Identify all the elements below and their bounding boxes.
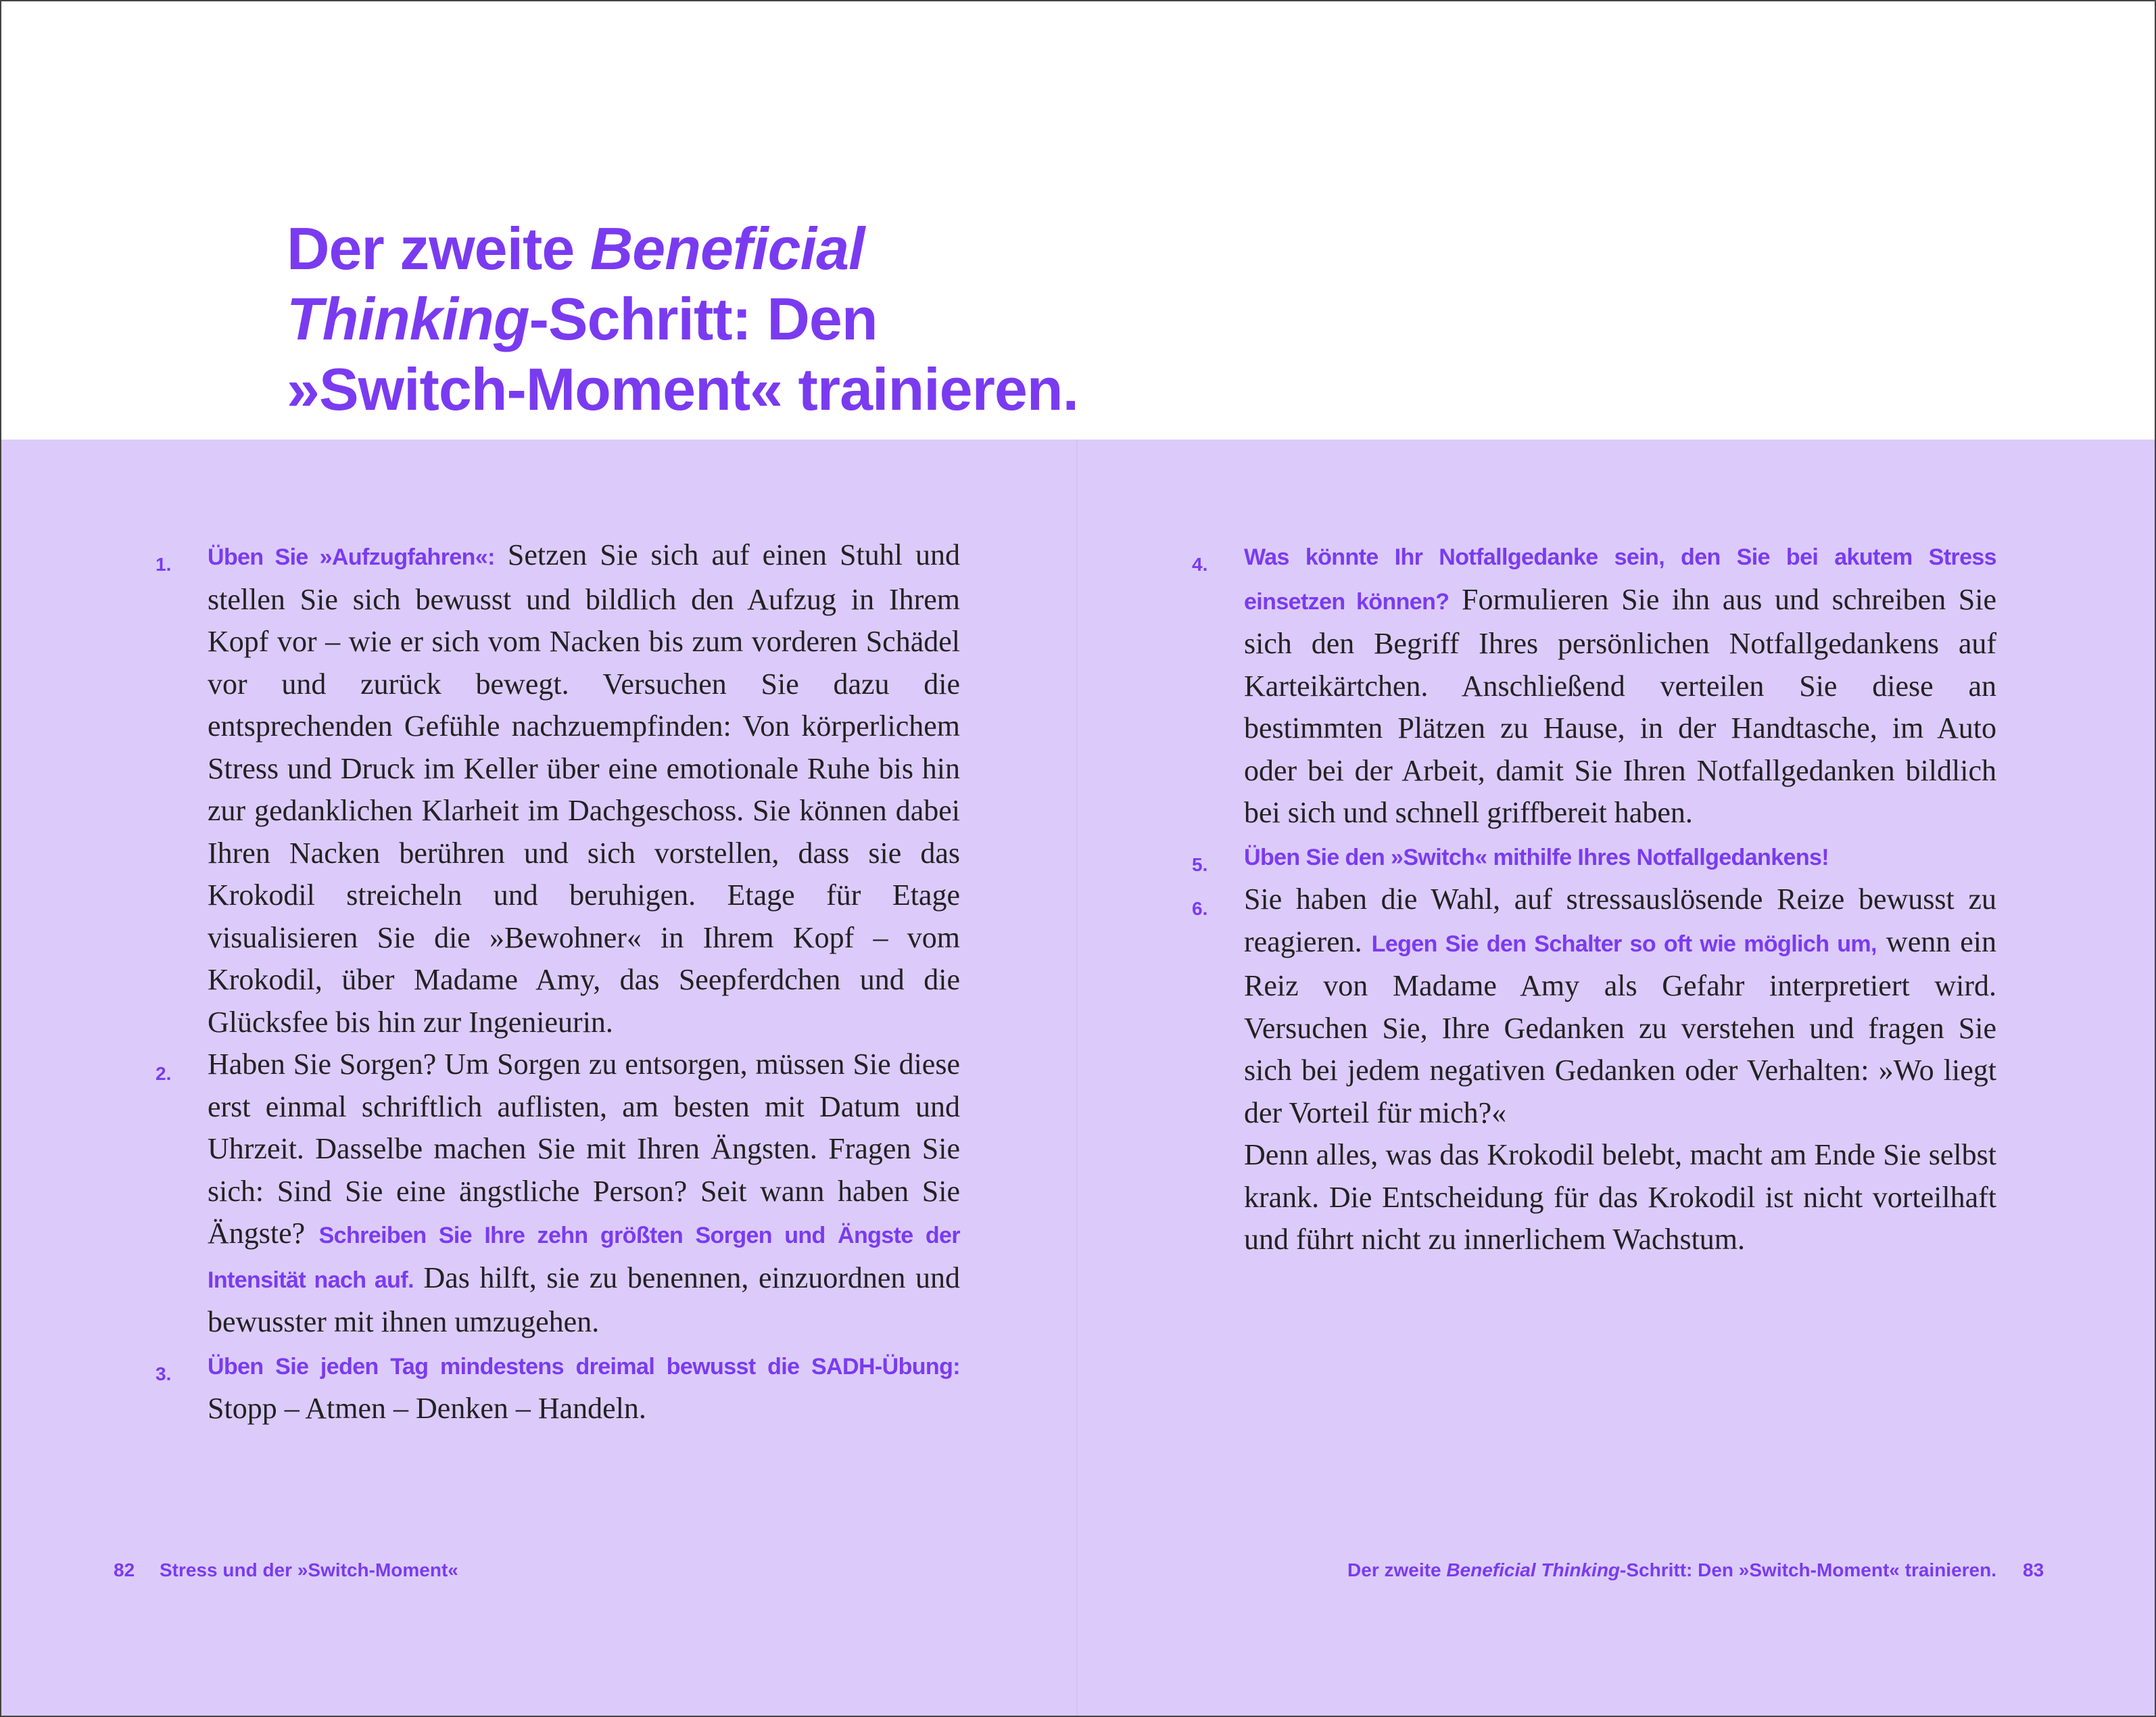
list-item-text: Üben Sie jeden Tag mindestens dreimal bewusst die SADH-Übung: Stopp – Atmen – Denken – Handeln. bbox=[208, 1353, 960, 1425]
highlight-text: Legen Sie den Schalter so oft wie möglich um, bbox=[1371, 931, 1877, 957]
list-item bbox=[155, 1043, 960, 1344]
list-number: 4. bbox=[1192, 554, 1208, 575]
running-head-right: Der zweite Beneficial Thinking-Schritt: Den »Switch-Moment« trainieren. bbox=[1347, 1559, 1996, 1580]
list-number: 5. bbox=[1192, 853, 1208, 875]
list-item bbox=[1192, 834, 1996, 879]
list-number: 6. bbox=[1192, 898, 1208, 919]
list-item-text: Was könnte Ihr Notfallgedanke sein, den Sie bei akutem Stress einsetzen können? Formulieren Sie ihn aus und schreiben Sie sich den Begriff Ihres persönlichen Notfallgedankens auf Karteikärtchen. Anschließend verteilen Sie diese an bestimmten Plätzen zu Hause, in der Handtasche, im Auto oder bei der Arbeit, damit Sie Ihren Notfallgedanken bildlich bei sich und schnell griffbereit haben. bbox=[1244, 544, 1997, 829]
list-item-text: Üben Sie »Aufzugfahren«: Setzen Sie sich auf einen Stuhl und stellen Sie sich bewusst und bildlich den Aufzug in Ihrem Kopf vor – wie er sich vom Nacken bis zum vorderen Schädel vor und zurück bewegt. Versuchen Sie dazu die entsprechenden Gefühle nachzuempfinden: Von körperlichem Stress und Druck im Keller über eine emotionale Ruhe bis hin zur gedanklichen Klarheit im Dachgeschoss. Sie können dabei Ihren Nacken berühren und sich vorstellen, dass sie das Krokodil streicheln und beruhigen. Etage für Etage visualisieren Sie die »Bewohner« in Ihrem Kopf – vom Krokodil, über Madame Amy, das Seepferdchen und die Glücksfee bis hin zur Ingenieurin. bbox=[208, 538, 960, 1039]
list-item bbox=[155, 1344, 960, 1430]
title-line-3: »Switch-Moment« trainieren. bbox=[287, 356, 1079, 423]
list-number: 1. bbox=[155, 554, 172, 575]
list-item-text bbox=[1244, 834, 1996, 879]
list-number: 3. bbox=[155, 1363, 172, 1384]
running-head-left: Stress und der »Switch-Moment« bbox=[160, 1559, 458, 1580]
title-line-1: Der zweite Beneficial bbox=[287, 215, 865, 282]
list-item-text: Haben Sie Sorgen? Um Sorgen zu entsorgen, müssen Sie diese erst einmal schriftlich auflisten, am besten mit Datum und Uhrzeit. Dasselbe machen Sie mit Ihren Ängsten. Fragen Sie sich: Sind Sie eine ängstliche Person? Seit wann haben Sie Ängste? Schreiben Sie Ihre zehn größten Sorgen und Ängste der Intensität nach auf. Das hilft, sie zu benennen, einzuordnen und bewusster mit ihnen umzugehen. bbox=[208, 1048, 960, 1338]
highlight-text: Üben Sie jeden Tag mindestens dreimal bewusst die SADH-Übung: bbox=[208, 1353, 960, 1380]
page-number-right: 83 bbox=[2023, 1559, 2044, 1580]
list-item bbox=[155, 534, 960, 1043]
list-number: 2. bbox=[155, 1063, 172, 1084]
highlight-text: Was könnte Ihr Notfallgedanke sein, den Sie bei akutem Stress einsetzen können? bbox=[1244, 544, 1996, 615]
page-gutter bbox=[1076, 440, 1078, 1717]
list-item bbox=[1192, 878, 1996, 1261]
title-line-2: Thinking-Schritt: Den bbox=[287, 285, 878, 352]
list-item bbox=[1192, 534, 1996, 834]
highlight-text: Üben Sie »Aufzugfahren«: bbox=[208, 544, 495, 570]
list-item-continuation: Denn alles, was das Krokodil belebt, macht am Ende Sie selbst krank. Die Entscheidung für das Krokodil ist nicht vorteilhaft und führt nicht zu innerlichem Wachstum. bbox=[1244, 1138, 1996, 1256]
left-page-column bbox=[155, 534, 960, 1430]
highlight-text: Üben Sie den »Switch« mithilfe Ihres Notfallgedankens! bbox=[1244, 844, 1829, 870]
list-item-text: Sie haben die Wahl, auf stressauslösende Reize bewusst zu reagieren. Legen Sie den Schalter so oft wie möglich um, wenn ein Reiz von Madame Amy als Gefahr interpretiert wird. Versuchen Sie, Ihre Gedanken zu verstehen und fragen Sie sich bei jedem negativen Gedanken oder Verhalten: »Wo liegt der Vorteil für mich?« bbox=[1244, 883, 1996, 1129]
highlight-text: Schreiben Sie Ihre zehn größten Sorgen und Ängste der Intensität nach auf. bbox=[208, 1223, 960, 1293]
page-number-left: 82 bbox=[114, 1559, 135, 1580]
right-page-column bbox=[1192, 534, 1996, 1261]
chapter-title bbox=[287, 214, 1098, 425]
